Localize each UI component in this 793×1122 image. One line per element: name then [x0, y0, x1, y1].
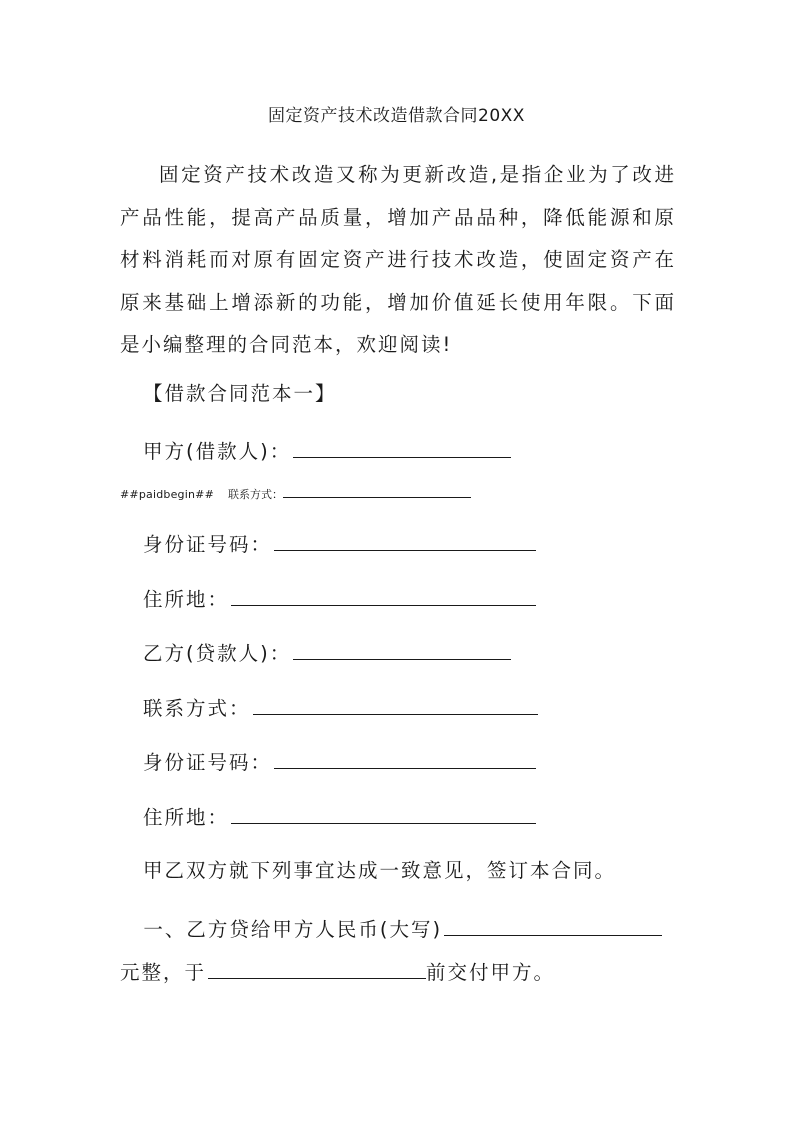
party-a-address-label: 住所地： — [143, 588, 230, 611]
party-a-borrower-row — [143, 435, 511, 467]
party-b-id-row — [143, 746, 536, 778]
party-b-address-blank[interactable] — [231, 801, 536, 824]
intro-paragraph: 固定资产技术改造又称为更新改造,是指企业为了改进产品性能，提高产品质量，增加产品品种，降低能源和原材料消耗而对原有固定资产进行技术改造，使固定资产在原来基础上增添新的功能，增加价值延长使用年限。下面是小编整理的合同范本，欢迎阅读! — [120, 163, 676, 357]
party-a-borrower-blank[interactable] — [293, 435, 511, 458]
party-a-id-blank[interactable] — [274, 528, 536, 551]
party-b-id-label: 身份证号码： — [143, 751, 273, 774]
clause-1-date-blank[interactable] — [208, 956, 426, 979]
party-b-address-row — [143, 801, 536, 833]
clause-1-amount-blank[interactable] — [444, 913, 662, 936]
party-a-id-label: 身份证号码： — [143, 533, 273, 556]
party-a-id-row — [143, 528, 536, 560]
party-a-contact-label: 联系方式： — [228, 488, 283, 501]
party-b-contact-blank[interactable] — [253, 692, 538, 715]
party-b-id-blank[interactable] — [274, 746, 536, 769]
clause-1 — [120, 909, 676, 994]
party-a-contact-blank[interactable] — [283, 486, 471, 498]
paid-marker: ##paidbegin## — [120, 488, 214, 501]
agreement-statement: 甲乙双方就下列事宜达成一致意见，签订本合同。 — [143, 859, 617, 882]
party-b-contact-row — [143, 692, 538, 724]
document-title: 固定资产技术改造借款合同20XX — [268, 106, 525, 126]
party-a-borrower-label: 甲方(借款人)： — [143, 440, 292, 463]
party-a-contact-row — [120, 486, 471, 503]
party-a-address-row — [143, 583, 536, 615]
party-b-lender-row — [143, 637, 511, 669]
party-b-lender-label: 乙方(贷款人)： — [143, 642, 292, 665]
party-a-address-blank[interactable] — [231, 583, 536, 606]
clause-1-suffix: 前交付甲方。 — [426, 960, 556, 984]
party-b-lender-blank[interactable] — [293, 637, 511, 660]
section-heading: 【借款合同范本一】 — [143, 382, 337, 405]
clause-1-prefix: 一、乙方贷给甲方人民币(大写) — [143, 918, 443, 941]
party-b-address-label: 住所地： — [143, 806, 230, 829]
party-b-contact-label: 联系方式： — [143, 697, 251, 720]
clause-1-unit: 元整，于 — [120, 960, 207, 984]
